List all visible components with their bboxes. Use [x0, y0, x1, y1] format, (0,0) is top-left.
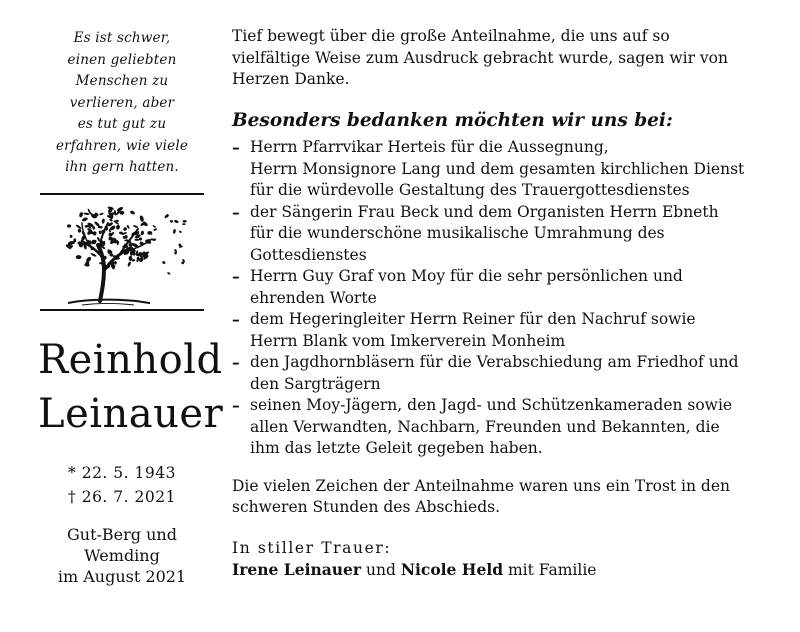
last-name: Leinauer — [38, 390, 224, 437]
list-item — [232, 266, 772, 309]
intro-line: Tief bewegt über die große Anteilnahme, die uns auf so — [232, 27, 670, 45]
poem-line: verlieren, aber — [69, 94, 175, 111]
place-line: im August 2021 — [57, 566, 187, 586]
item-line: Herrn Blank vom Imkerverein Monheim — [250, 331, 566, 350]
thanks-heading: Besonders bedanken möchten wir uns bei: — [232, 109, 673, 131]
list-item — [232, 137, 772, 202]
signature-and: und — [361, 561, 401, 579]
intro-text — [232, 26, 772, 91]
item-line: für die wunderschöne musikalische Umrahmung des — [250, 224, 665, 242]
item-line: der Sängerin Frau Beck und dem Organisten Herrn Ebneth — [250, 202, 719, 221]
dash-bullet: – — [232, 353, 240, 372]
item-line: Gottesdienstes — [250, 245, 367, 264]
signature-label: In stiller Trauer: — [232, 538, 392, 557]
place-line: Wemding — [84, 545, 160, 565]
tree-icon — [38, 195, 206, 309]
item-line: den Sargträgern — [250, 374, 381, 393]
poem-line: Es ist schwer, — [73, 30, 171, 46]
dash-bullet: – — [232, 310, 240, 329]
death-date: † 26. 7. 2021 — [68, 487, 176, 506]
list-item — [232, 395, 772, 460]
list-item — [232, 309, 772, 352]
divider-bottom — [40, 309, 204, 311]
poem-line: erfahren, wie viele — [55, 137, 189, 154]
item-line: dem Hegeringleiter Herrn Reiner für den Nachruf sowie — [250, 310, 696, 328]
signature — [232, 538, 772, 582]
poem-line: es tut gut zu — [77, 116, 167, 132]
signature-suffix: mit Familie — [503, 561, 597, 579]
deceased-name — [38, 333, 224, 441]
life-dates — [38, 461, 206, 509]
closing-line: Die vielen Zeichen der Anteilnahme waren uns ein Trost in den — [232, 476, 731, 495]
first-name: Reinhold — [38, 336, 223, 383]
poem-line: ihn gern hatten. — [65, 159, 179, 175]
list-item — [232, 202, 772, 267]
closing-line: schweren Stunden des Abschieds. — [232, 498, 501, 516]
poem-line: Menschen zu — [75, 73, 169, 89]
poem — [38, 28, 206, 179]
closing-text — [232, 476, 772, 519]
dash-bullet: – — [232, 267, 240, 286]
item-line: allen Verwandten, Nachbarn, Freunden und Bekannten, die — [250, 417, 720, 436]
thanks-list — [232, 137, 772, 460]
item-line: Herrn Guy Graf von Moy für die sehr persönlichen und — [250, 267, 683, 285]
item-line: ehrenden Worte — [250, 288, 377, 307]
dash-bullet: – — [232, 202, 240, 222]
place-line: Gut-Berg und — [67, 524, 177, 544]
mourner-name: Nicole Held — [400, 560, 504, 579]
list-item — [232, 352, 772, 395]
item-line: seinen Moy-Jägern, den Jagd- und Schützenkameraden sowie — [250, 396, 733, 414]
item-line: den Jagdhornbläsern für die Verabschiedung am Friedhof und — [250, 353, 739, 371]
intro-line: vielfältige Weise zum Ausdruck gebracht wurde, sagen wir von — [232, 48, 728, 67]
item-line: Herrn Pfarrvikar Herteis für die Aussegnung, — [250, 138, 609, 156]
item-line: für die würdevolle Gestaltung des Trauergottesdienstes — [250, 181, 690, 199]
tree-illustration — [38, 195, 206, 309]
intro-line: Herzen Danke. — [232, 70, 350, 88]
mourner-name: Irene Leinauer — [232, 560, 362, 579]
dash-bullet: – — [232, 138, 240, 157]
poem-line: einen geliebten — [67, 51, 177, 68]
right-column — [232, 26, 772, 582]
birth-date: * 22. 5. 1943 — [68, 463, 176, 482]
left-column — [38, 22, 224, 587]
item-line: Herrn Monsignore Lang und dem gesamten kirchlichen Dienst — [250, 159, 745, 178]
item-line: ihm das letzte Geleit gegeben haben. — [250, 439, 543, 457]
dash-bullet: – — [232, 396, 240, 415]
place-date — [38, 524, 206, 587]
signature-names — [232, 559, 772, 582]
